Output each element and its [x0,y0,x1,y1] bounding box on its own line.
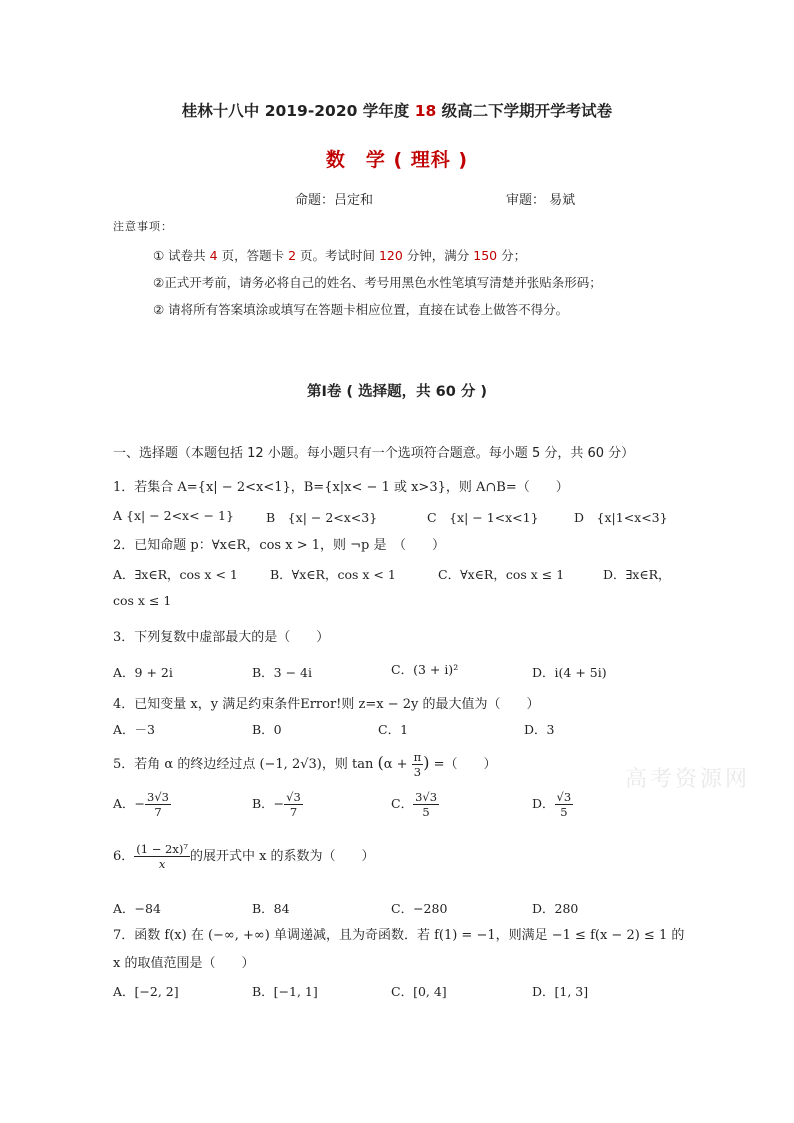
part-1-title: 第Ⅰ卷 ( 选择题，共 60 分 ) [306,384,488,400]
q7-option-a: A．[−2, 2] [113,984,179,999]
question-2: 2．已知命题 p：∀x∈R，cos x > 1，则 ¬p 是 （ ） [113,538,445,553]
q3-option-c: C．(3 + i)² [391,662,459,677]
q2-option-c: C．∀x∈R，cos x ≤ 1 [438,567,565,582]
watermark: 高考资源网 [625,767,751,792]
q1-option-b: B {x| − 2<x<3} [266,510,378,525]
question-5: 5．若角 α 的终边经过点 (−1, 2√3)，则 tan (α + $\frac{\pi}{3}$ ) =（ ） [113,750,497,779]
question-6: 6． $\frac{\text{(1 − 2x)⁷}}{x}$ 的展开式中 x 的系数为（ ） [113,842,375,871]
q7-option-c: C．[0, 4] [391,984,447,999]
q6-fraction: $\frac{\text{(1 − 2x)⁷}}{x}$ [136,842,188,871]
question-7: 7．函数 f(x) 在 (−∞, +∞) 单调递减，且为奇函数．若 f(1) = −1，则满足 −1 ≤ f(x − 2) ≤ 1 的 [113,928,685,943]
q3-option-d: D．i(4 + 5i) [532,665,607,680]
q3-option-b: B．3 − 4i [252,665,313,680]
q6-option-a: A．−84 [113,901,161,916]
q5-option-b: B．− $\frac{√3}{7}$ [252,790,301,819]
q7-option-b: B．[−1, 1] [252,984,318,999]
question-4: 4．已知变量 x，y 满足约束条件Error!则 z=x − 2y 的最大值为（ ） [113,697,540,712]
q2-option-d: D．∃x∈R， [603,567,671,582]
q4-option-b: B．0 [252,722,282,737]
q4-option-d: D．3 [524,722,555,737]
q6-option-c: C．−280 [391,901,448,916]
grade-number: 18 [414,102,437,120]
q2-option-a: A．∃x∈R，cos x < 1 [113,567,238,582]
reviewer: 审题： 易斌 [506,193,576,208]
q2-option-b: B．∀x∈R，cos x < 1 [270,567,396,582]
q2-option-d-cont: cos x ≤ 1 [113,593,172,608]
q1-option-c: C {x| − 1<x<1} [427,510,539,525]
pi-over-3: $\frac{\pi}{3}$ [413,750,422,779]
question-1: 1．若集合 A={x| − 2<x<1}，B={x|x< − 1 或 x>3}，则 A∩B=（ ） [113,480,569,495]
note-2: ②正式开考前，请务必将自己的姓名、考号用黑色水性笔填写清楚并张贴条形码； [153,275,602,290]
question-7-cont: x 的取值范围是（ ） [113,956,255,971]
q4-option-a: A．－3 [113,722,155,737]
notes-heading: 注意事项： [113,220,173,233]
q5-option-c: C． $\frac{3√3}{5}$ [391,790,438,819]
subject-title: 数 学 ( 理科 ) [325,149,469,171]
section-1-heading: 一、选择题（本题包括 12 小题。每小题只有一个选项符合题意。每小题 5 分，共 60 分） [113,446,635,461]
q4-option-c: C．1 [378,722,409,737]
question-3: 3．下列复数中虚部最大的是（ ） [113,630,330,645]
setter: 命题：吕定和 [295,193,374,208]
q3-option-a: A．9 + 2i [113,665,173,680]
q1-option-d: D {x|1<x<3} [574,510,668,525]
q6-option-d: D．280 [532,901,579,916]
exam-title: 桂林十八中 2019-2020 学年度 18 级高二下学期开学考试卷 [181,102,613,120]
q6-option-b: B．84 [252,901,290,916]
q7-option-d: D．[1, 3] [532,984,589,999]
q1-option-a: A {x| − 2<x< − 1} [113,508,234,523]
q5-option-d: D． $\frac{√3}{5}$ [532,790,572,819]
note-3: ② 请将所有答案填涂或填写在答题卡相应位置，直接在试卷上做答不得分。 [153,302,569,317]
note-1: ① 试卷共 4 页，答题卡 2 页。考试时间 120 分钟，满分 150 分； [153,248,527,263]
q5-option-a: A．− $\frac{3√3}{7}$ [113,790,169,819]
